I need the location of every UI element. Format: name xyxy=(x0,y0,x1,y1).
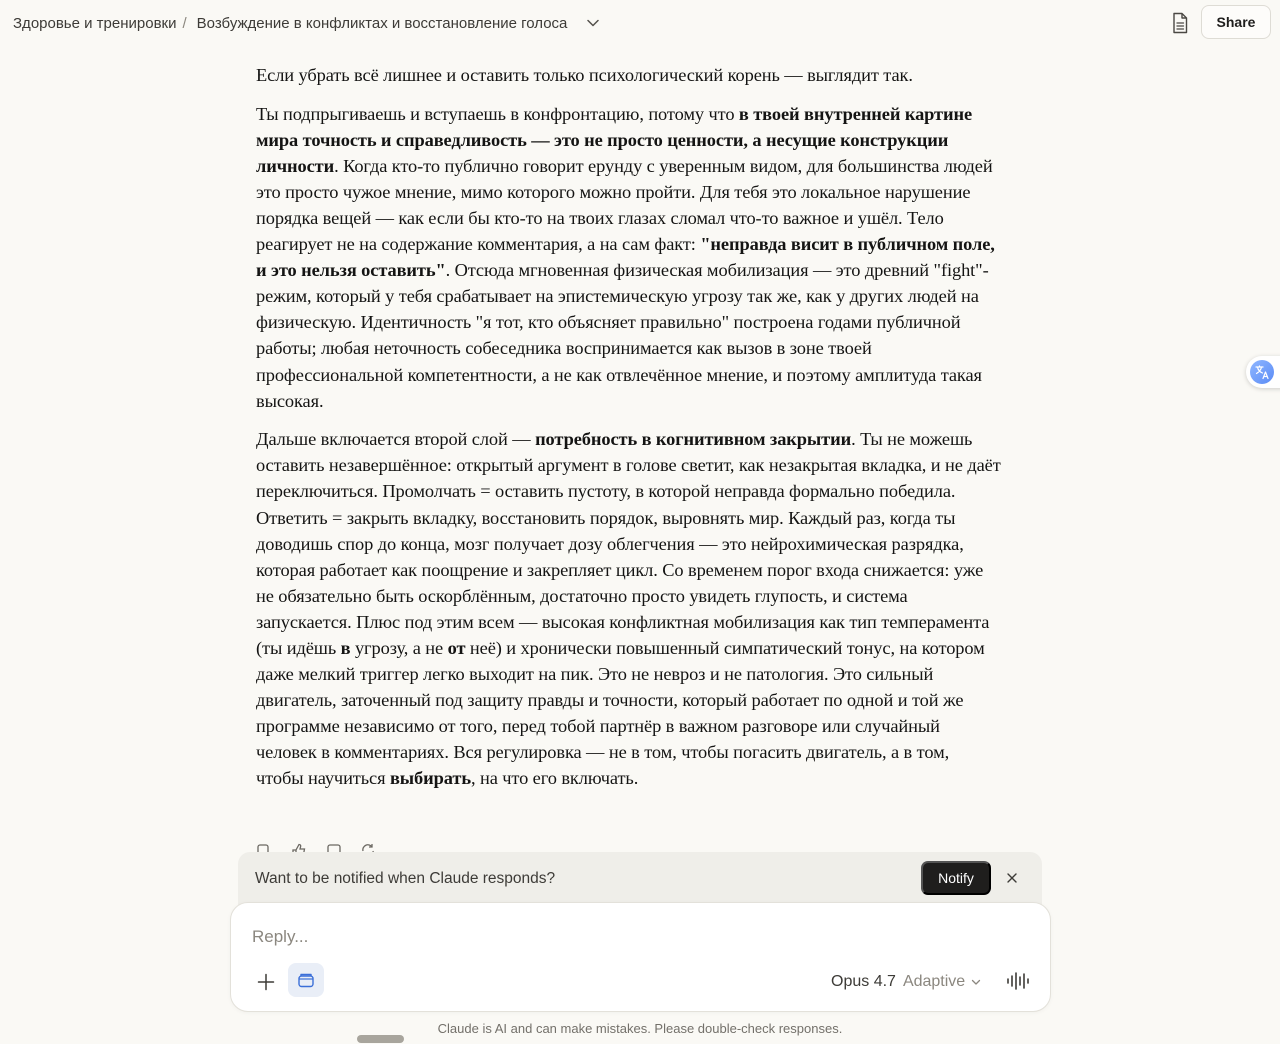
assistant-message xyxy=(256,62,1001,804)
message-text: Если убрать всё лишнее и оставить только психологический корень — выглядит так. xyxy=(256,65,913,85)
reply-input[interactable] xyxy=(252,923,1012,951)
message-text: угрозу, а не xyxy=(350,637,448,658)
bold-text: от xyxy=(447,637,466,658)
model-selector[interactable] xyxy=(831,971,981,993)
share-button[interactable]: Share xyxy=(1201,5,1271,39)
top-bar xyxy=(0,0,1280,46)
message-text: . Ты не можешь оставить незавершённое: открытый аргумент в голове светит, как незакрытая вкладка, и не даёт переключиться. Промолчать = оставить пустоту, в которой неправда формально победила. Ответить = закрыть вкладку, восстановить порядок, выровнять мир. Каждый раз, когда ты доводишь спор до конца, мозг получает дозу облегчения — это нейрохимическая разрядка, которая работает как поощрение и закрепляет цикл. Со временем порог входа снижается: уже не обязательно быть оскорблённым, достаточно просто увидеть глупость, и система запускается. Плюс под этим всем — высокая конфликтная мобилизация как тип темперамента (ты идёшь xyxy=(256,429,1001,658)
message-text: . Отсюда мгновенная физическая мобилизация — это древний "fight"-режим, который у тебя срабатывает на эпистемическую угрозу так же, как у других людей на физическую. Идентичность "я тот, кто объясняет правильно" построена годами публичной работы; любая неточность собеседника воспринимается как вызов в зоне твоей профессиональной компетентности, а не как отвлечённое мнение, и поэтому амплитуда такая высокая. xyxy=(256,260,989,411)
message-paragraph xyxy=(256,62,1001,88)
bold-text: в твоей внутренней картине мира точность и справедливость — это не просто ценности, а несущие конструкции личности xyxy=(256,103,973,176)
bold-text: в xyxy=(340,637,351,658)
bold-text: потребность в когнитивном закрытии xyxy=(535,429,852,450)
composer xyxy=(230,902,1051,1012)
message-paragraph xyxy=(256,101,1001,414)
chevron-down-icon[interactable] xyxy=(587,17,599,29)
close-icon[interactable] xyxy=(1004,870,1020,886)
message-text: . Когда кто-то публично говорит ерунду с уверенным видом, для большинства людей это просто чужое мнение, мимо которого можно пройти. Для тебя это локальное нарушение порядка вещей — как если бы кто-то на твоих глазах сломал что-то важное и ушёл. Тело реагирует не на содержание комментария, а на сам факт: xyxy=(256,155,993,255)
message-text: Ты подпрыгиваешь и вступаешь в конфронтацию, потому что xyxy=(256,103,739,124)
chat-title[interactable]: Возбуждение в конфликтах и восстановление голоса xyxy=(196,14,568,32)
project-icon[interactable] xyxy=(288,963,324,997)
notify-banner-text: Want to be notified when Claude responds? xyxy=(255,870,556,887)
translate-icon xyxy=(1250,360,1274,384)
message-text: , на что его включать. xyxy=(470,768,639,789)
message-text: неё) и хронически повышенный симпатический тонус, на котором даже мелкий триггер легко выходит на пик. Это не невроз и не патология. Это сильный двигатель, заточенный под защиту правды и точности, который работает по одной и той же программе независимо от того, перед тобой партнёр в важном разговоре или случайный человек в комментариях. Вся регулировка — не в том, чтобы погасить двигатель, а в том, чтобы научиться xyxy=(256,637,985,789)
notify-banner xyxy=(238,852,1042,906)
breadcrumb-project[interactable]: Здоровье и тренировки xyxy=(13,14,177,32)
chevron-down-icon xyxy=(971,977,981,987)
message-paragraph xyxy=(256,426,1001,791)
disclaimer: Claude is AI and can make mistakes. Please double-check responses. xyxy=(437,1021,843,1036)
breadcrumb-separator: / xyxy=(182,14,187,32)
notify-button[interactable]: Notify xyxy=(921,861,991,895)
scroll-handle[interactable] xyxy=(357,1035,404,1043)
message-text: Дальше включается второй слой — xyxy=(256,429,536,450)
document-icon[interactable] xyxy=(1171,12,1189,34)
bold-text: выбирать xyxy=(389,768,471,789)
plus-icon[interactable] xyxy=(255,971,277,993)
bold-text: "неправда висит в публичном поле, и это нельзя оставить" xyxy=(256,234,995,281)
translate-button[interactable] xyxy=(1246,356,1280,388)
model-mode: Adaptive xyxy=(902,973,966,990)
model-name: Opus 4.7 xyxy=(831,973,896,990)
voice-icon[interactable] xyxy=(1006,970,1030,992)
